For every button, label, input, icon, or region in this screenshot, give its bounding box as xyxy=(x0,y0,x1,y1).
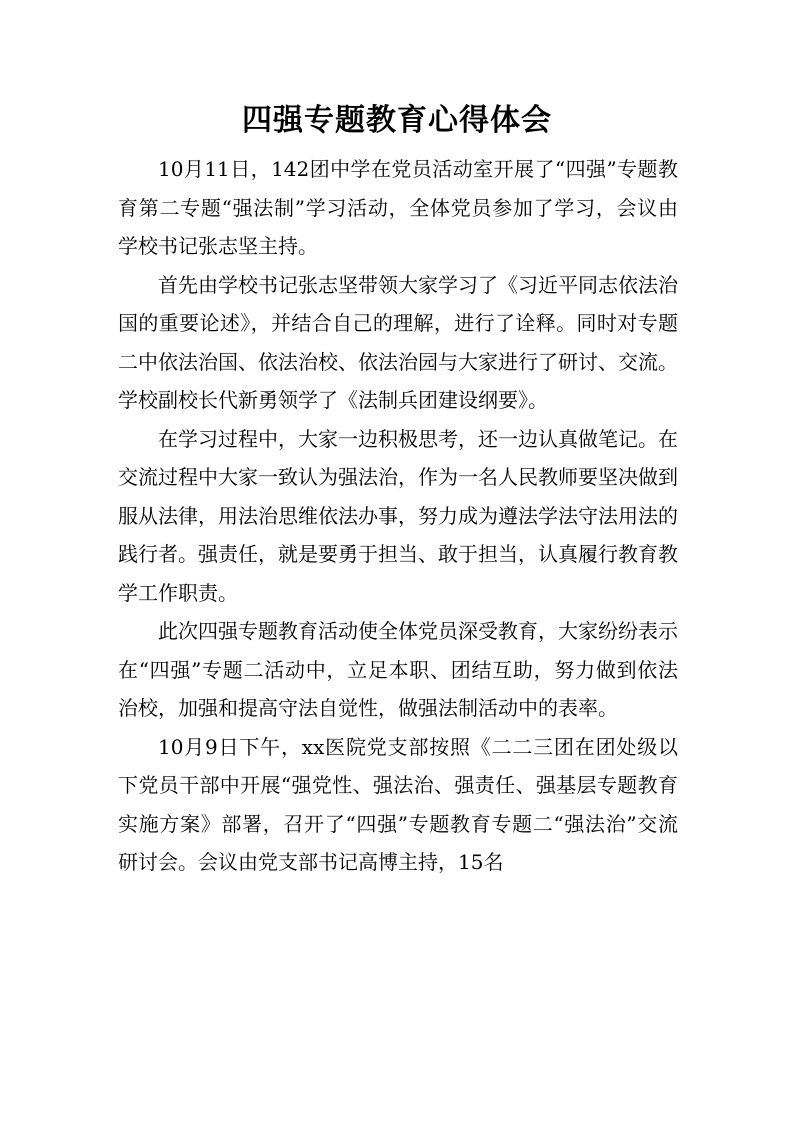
paragraph-1: 10月11日，142团中学在党员活动室开展了“四强”专题教育第二专题“强法制”学习活动，全体党员参加了学习，会议由学校书记张志坚主持。 xyxy=(118,157,678,258)
paragraph-4: 此次四强专题教育活动使全体党员深受教育，大家纷纷表示在“四强”专题二活动中，立足本职、团结互助，努力做到依法治校，加强和提高守法自觉性，做强法制活动中的表率。 xyxy=(118,619,678,720)
paragraph-5: 10月9日下午，xx医院党支部按照《二二三团在团处级以下党员干部中开展“强党性、强法治、强责任、强基层专题教育实施方案》部署，召开了“四强”专题教育专题二“强法治”交流研讨会。会议由党支部书记高博主持，15名 xyxy=(118,734,678,874)
paragraph-3: 在学习过程中，大家一边积极思考，还一边认真做笔记。在交流过程中大家一致认为强法治，作为一名人民教师要坚决做到服从法律，用法治思维依法办事，努力成为遵法学法守法用法的践行者。强责任，就是要勇于担当、敢于担当，认真履行教育教学工作职责。 xyxy=(118,426,678,605)
document-body xyxy=(118,150,678,882)
paragraph-2: 首先由学校书记张志坚带领大家学习了《习近平同志依法治国的重要论述》，并结合自己的理解，进行了诠释。同时对专题二中依法治国、依法治校、依法治园与大家进行了研讨、交流。学校副校长代新勇领学了《法制兵团建设纲要》。 xyxy=(118,272,678,412)
document-title: 四强专题教育心得体会 xyxy=(242,103,552,138)
